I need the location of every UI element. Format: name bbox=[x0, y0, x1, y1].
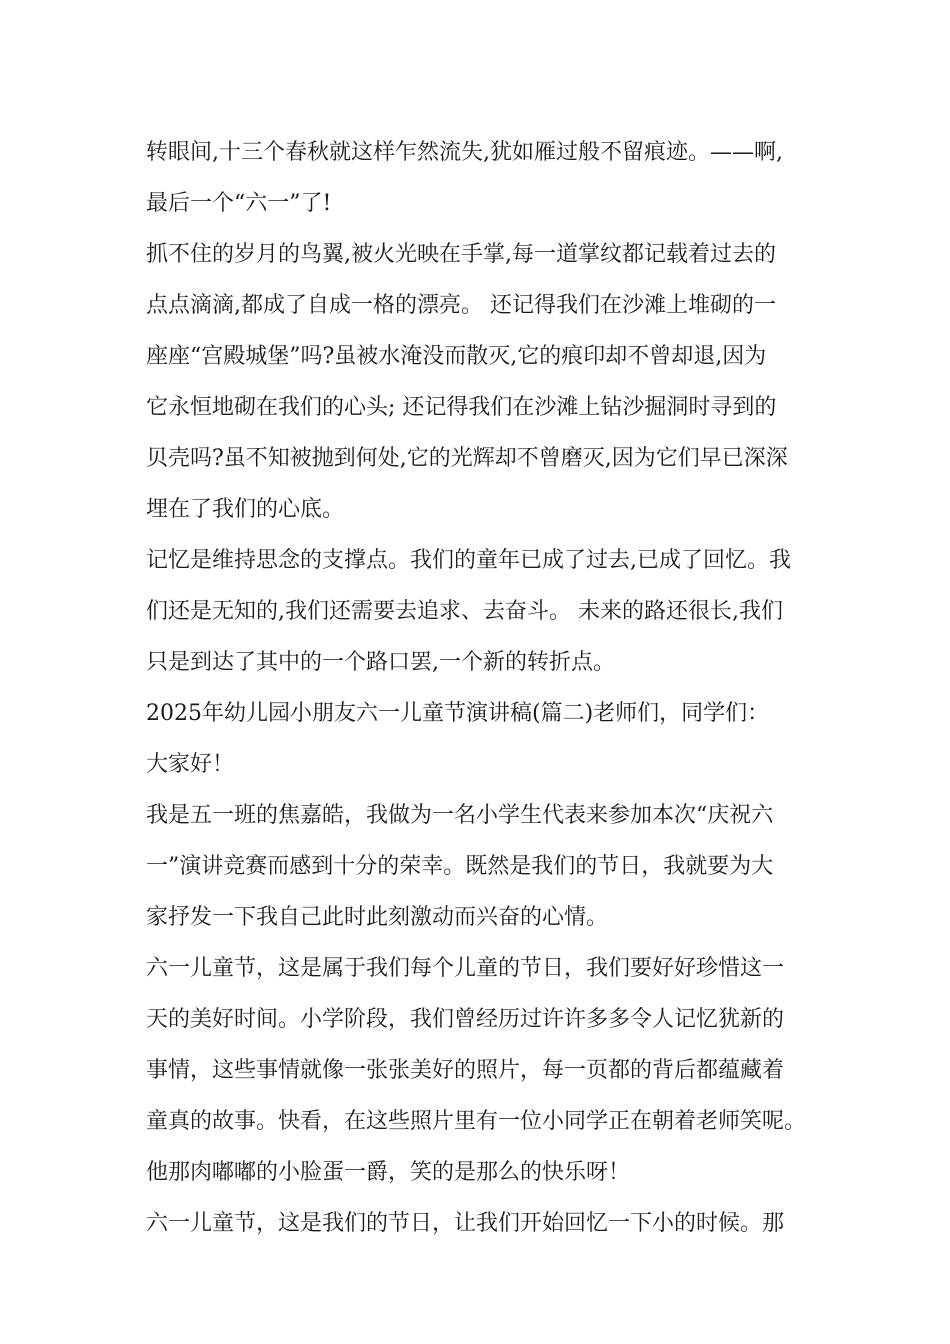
text-line: 一”演讲竞赛而感到十分的荣幸。既然是我们的节日，我就要为大 bbox=[146, 854, 774, 879]
text-line: 家抒发一下我自己此时此刻激动而兴奋的心情。 bbox=[146, 905, 609, 930]
text-line: 只是到达了其中的一个路口罢,一个新的转折点。 bbox=[146, 650, 615, 675]
text-line: 事情，这些事情就像一张张美好的照片，每一页都的背后都蕴藏着 bbox=[146, 1058, 785, 1083]
text-line: 最后一个“六一”了! bbox=[146, 191, 332, 216]
text-line: 抓不住的岁月的鸟翼,被火光映在手掌,每一道掌纹都记载着过去的 bbox=[146, 242, 776, 267]
text-line: 天的美好时间。小学阶段，我们曾经历过许许多多令人记忆犹新的 bbox=[146, 1007, 785, 1032]
text-line: 点点滴滴,都成了自成一格的漂亮。 还记得我们在沙滩上堆砌的一 bbox=[146, 293, 776, 318]
text-line: 埋在了我们的心底。 bbox=[146, 497, 345, 522]
text-line: 童真的故事。快看，在这些照片里有一位小同学正在朝着老师笑呢。 bbox=[146, 1109, 807, 1134]
text-line: 转眼间,十三个春秋就这样乍然流失,犹如雁过般不留痕迹。——啊, bbox=[146, 140, 783, 165]
text-line: 大家好！ bbox=[146, 752, 235, 777]
text-line: 贝壳吗?虽不知被抛到何处,它的光辉却不曾磨灭,因为它们早已深深 bbox=[146, 446, 788, 471]
text-line: 他那肉嘟嘟的小脸蛋一爵，笑的是那么的快乐呀！ bbox=[146, 1160, 631, 1185]
text-line: 们还是无知的,我们还需要去追求、去奋斗。 未来的路还很长,我们 bbox=[146, 599, 783, 624]
body-text bbox=[146, 127, 814, 1249]
text-line: 六一儿童节，这是我们的节日，让我们开始回忆一下小的时候。那 bbox=[146, 1211, 785, 1236]
text-line: 六一儿童节，这是属于我们每个儿童的节日，我们要好好珍惜这一 bbox=[146, 956, 785, 981]
text-line: 记忆是维持思念的支撑点。我们的童年已成了过去,已成了回忆。我 bbox=[146, 548, 791, 573]
section-heading: 2025年幼儿园小朋友六一儿童节演讲稿(篇二)老师们，同学们： bbox=[146, 701, 770, 726]
text-line: 座座“宫殿城堡”吗?虽被水淹没而散灭,它的痕印却不曾却退,因为 bbox=[146, 344, 767, 369]
text-line: 它永恒地砌在我们的心头; 还记得我们在沙滩上钻沙掘洞时寻到的 bbox=[146, 395, 777, 420]
text-line: 我是五一班的焦嘉皓，我做为一名小学生代表来参加本次“庆祝六 bbox=[146, 803, 774, 828]
